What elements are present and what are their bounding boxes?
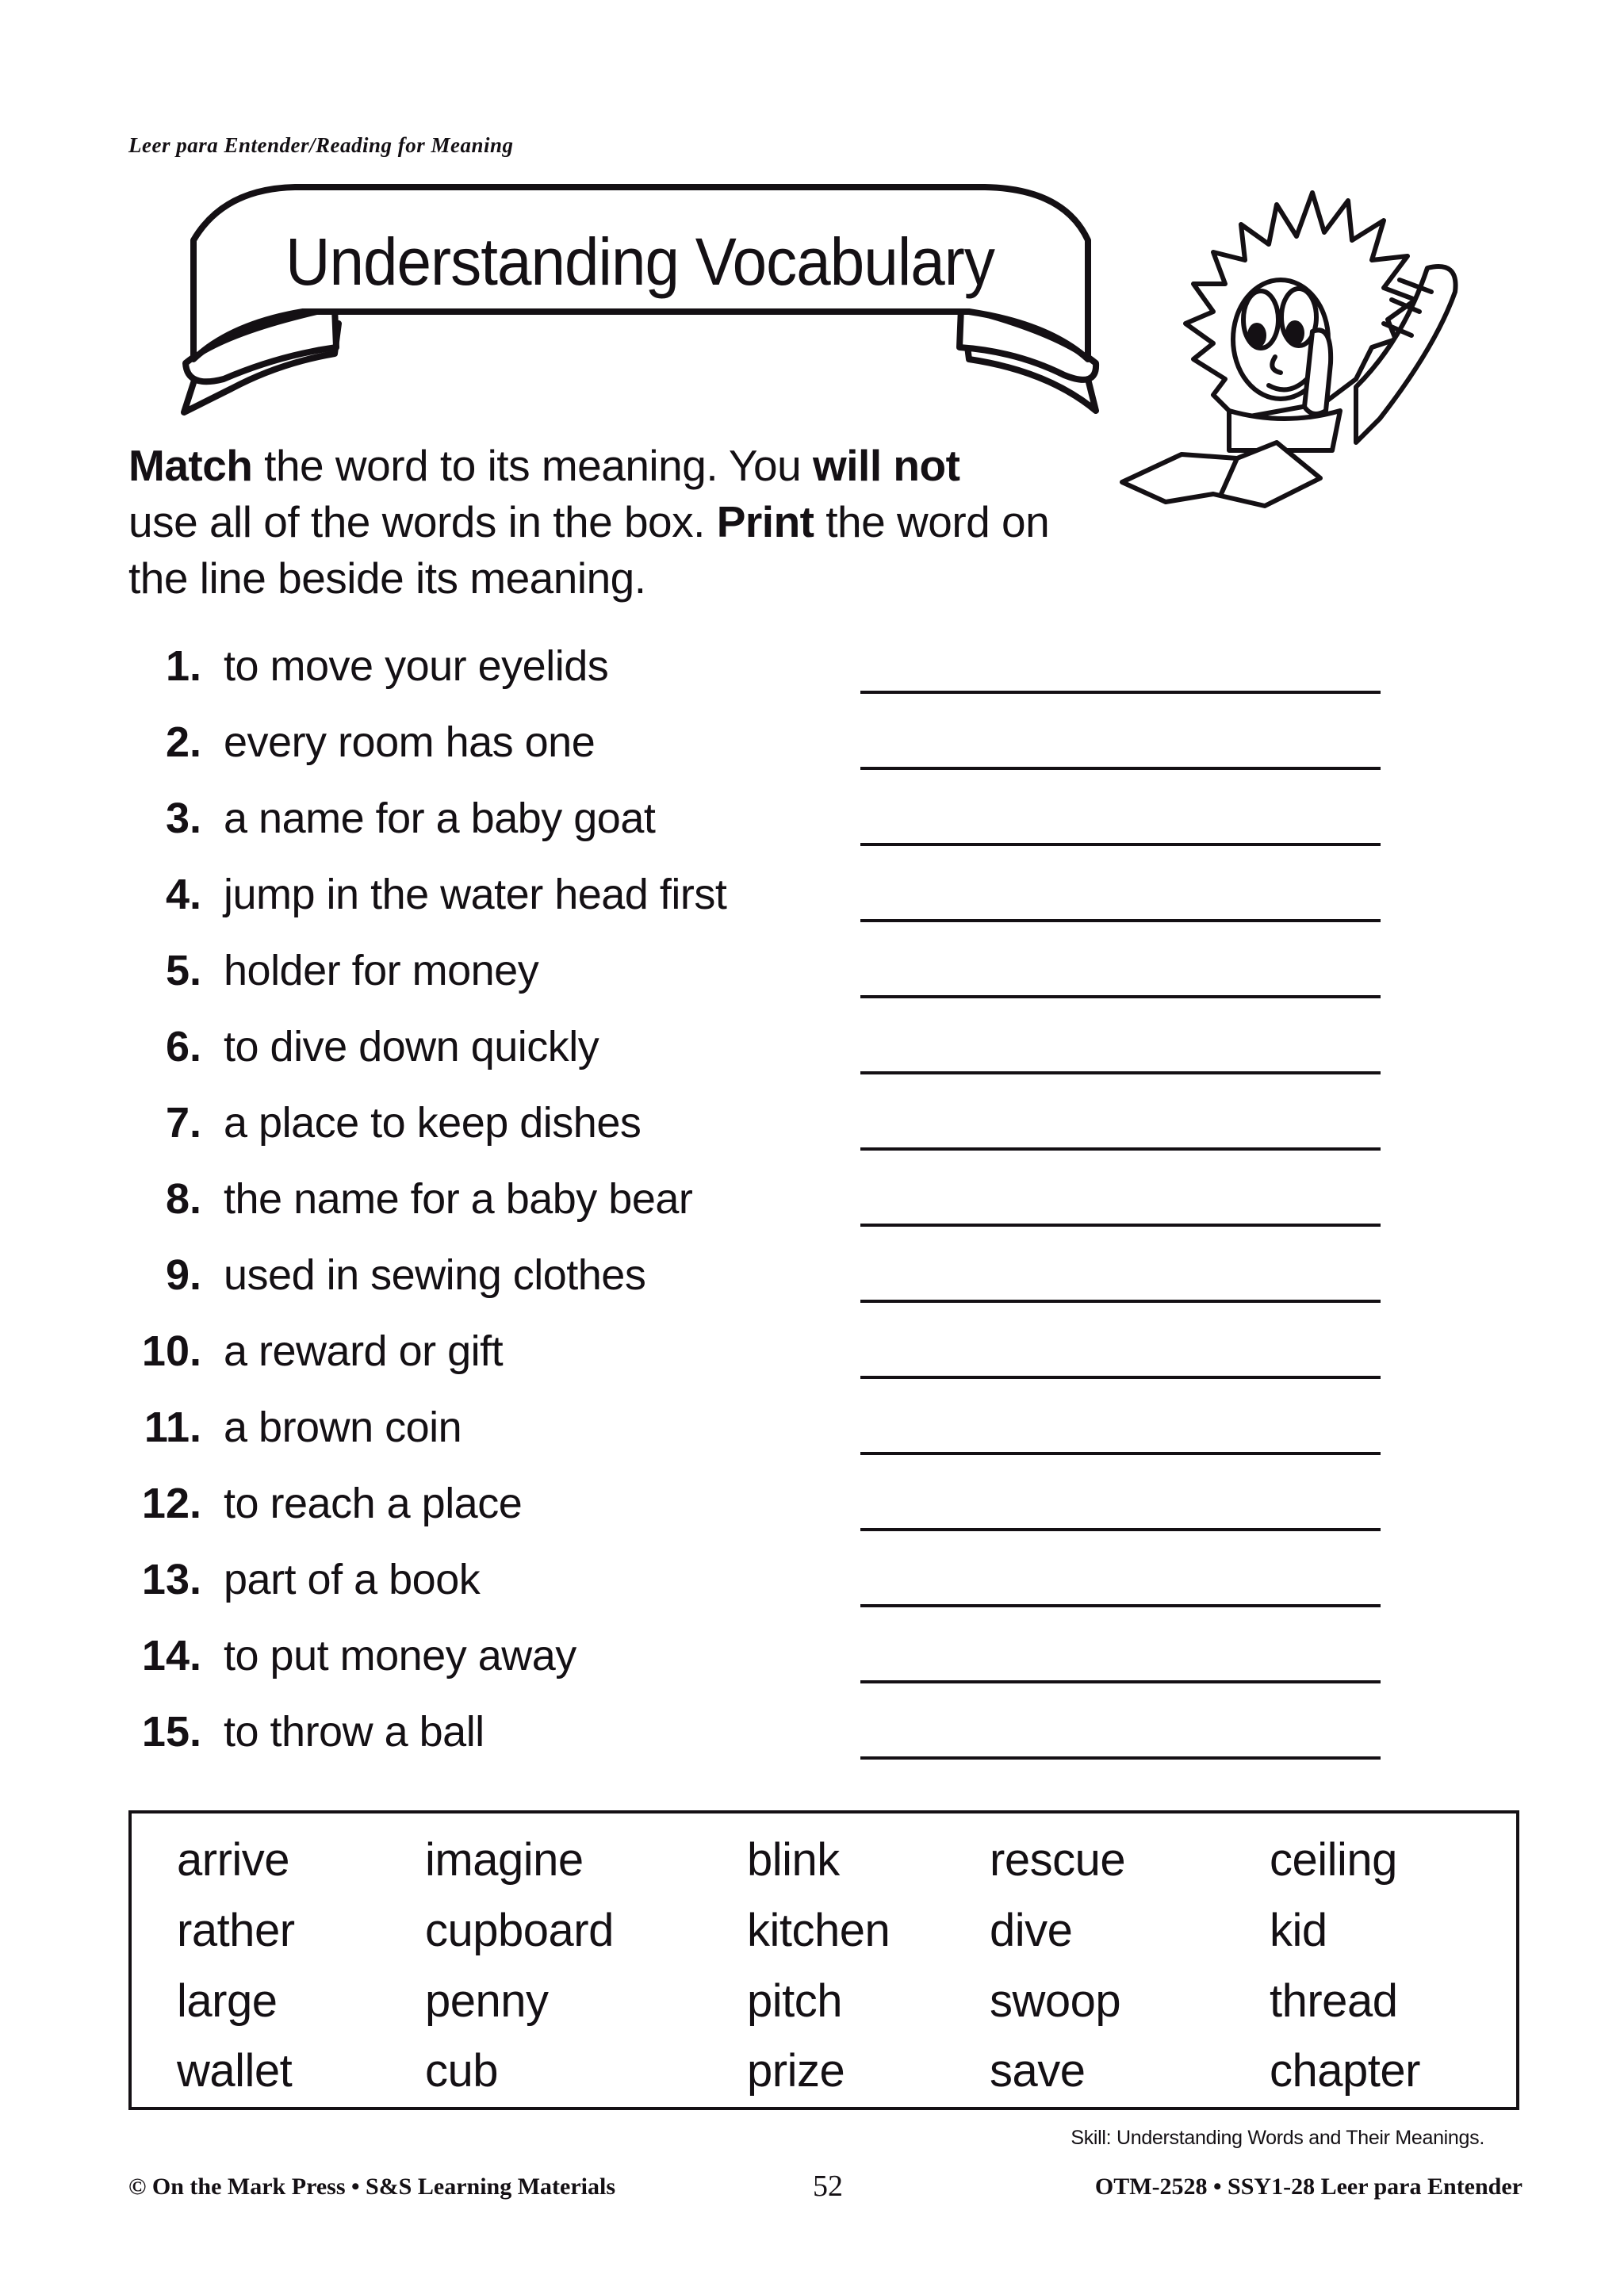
instructions-text: the word to its meaning. You: [252, 441, 813, 490]
mascot-illustration: [1118, 181, 1499, 514]
instructions-text: the word on: [814, 497, 1050, 546]
skill-note: Skill: Understanding Words and Their Meanings.: [1071, 2127, 1484, 2149]
question-number: 15.: [141, 1708, 201, 1756]
word-bank-item: swoop: [990, 1975, 1121, 2027]
answer-line[interactable]: [860, 1300, 1381, 1303]
question-text: the name for a baby bear: [224, 1175, 693, 1223]
question-number: 4.: [165, 871, 201, 918]
word-bank-item: penny: [425, 1975, 549, 2027]
question-text: a brown coin: [224, 1404, 462, 1451]
question-text: a place to keep dishes: [224, 1099, 642, 1147]
series-title: Leer para Entender/Reading for Meaning: [128, 133, 514, 157]
question-text: to throw a ball: [224, 1708, 485, 1756]
instructions-text: use all of the words in the box.: [128, 497, 717, 546]
word-bank-item: rescue: [990, 1834, 1126, 1886]
question-item: [128, 1400, 1397, 1476]
answer-line[interactable]: [860, 691, 1381, 694]
question-text: a name for a baby goat: [224, 795, 656, 842]
question-number: 7.: [165, 1099, 201, 1147]
answer-line[interactable]: [860, 767, 1381, 770]
answer-line[interactable]: [860, 1604, 1381, 1607]
page-number: 52: [813, 2170, 843, 2203]
answer-line[interactable]: [860, 995, 1381, 998]
question-item: [128, 638, 1397, 714]
answer-line[interactable]: [860, 1756, 1381, 1760]
footer-product-code: OTM-2528 • SSY1-28 Leer para Entender: [1094, 2174, 1522, 2200]
question-item: [128, 943, 1397, 1019]
instructions-line-2: [128, 494, 1104, 550]
question-item: [128, 714, 1397, 791]
question-number: 3.: [165, 795, 201, 842]
answer-line[interactable]: [860, 1376, 1381, 1379]
word-bank-item: prize: [747, 2045, 845, 2097]
question-number: 8.: [165, 1175, 201, 1223]
question-number: 5.: [165, 947, 201, 994]
instructions-line-3: the line beside its meaning.: [128, 553, 646, 603]
word-bank-item: dive: [990, 1905, 1073, 1956]
word-bank-item: cupboard: [425, 1905, 614, 1956]
word-bank-item: large: [177, 1975, 278, 2027]
answer-line[interactable]: [860, 1071, 1381, 1074]
question-list: [128, 638, 1397, 1780]
answer-line[interactable]: [860, 1528, 1381, 1531]
word-bank-item: wallet: [177, 2045, 293, 2097]
question-item: [128, 1323, 1397, 1400]
word-bank-item: imagine: [425, 1834, 584, 1886]
question-item: [128, 1247, 1397, 1323]
word-bank-item: rather: [177, 1905, 295, 1956]
question-number: 12.: [141, 1480, 201, 1527]
footer-copyright: © On the Mark Press • S&S Learning Materials: [128, 2174, 615, 2200]
word-bank-item: pitch: [747, 1975, 843, 2027]
word-bank-item: kitchen: [747, 1905, 891, 1956]
question-text: to move your eyelids: [224, 642, 609, 690]
instructions-line-1: [128, 438, 1104, 494]
question-text: to dive down quickly: [224, 1023, 599, 1070]
question-item: [128, 1171, 1397, 1247]
question-text: to put money away: [224, 1632, 576, 1679]
question-number: 6.: [165, 1023, 201, 1070]
question-item: [128, 1628, 1397, 1704]
question-text: to reach a place: [224, 1480, 523, 1527]
kid-reading-icon: [1118, 181, 1499, 514]
question-item: [128, 1019, 1397, 1095]
instructions: [128, 438, 1104, 607]
question-number: 1.: [165, 642, 201, 690]
word-bank-item: kid: [1270, 1905, 1327, 1956]
word-bank-box: [128, 1810, 1519, 2110]
question-item: [128, 1552, 1397, 1628]
answer-line[interactable]: [860, 919, 1381, 922]
question-text: holder for money: [224, 947, 539, 994]
word-bank-item: blink: [747, 1834, 840, 1886]
question-item: [128, 791, 1397, 867]
word-bank-item: chapter: [1270, 2045, 1420, 2097]
emphasis-will-not: will not: [813, 441, 960, 490]
question-text: every room has one: [224, 718, 596, 766]
question-item: [128, 1704, 1397, 1780]
question-text: a reward or gift: [224, 1327, 504, 1375]
question-number: 2.: [165, 718, 201, 766]
emphasis-match: Match: [128, 441, 253, 490]
answer-line[interactable]: [860, 1452, 1381, 1455]
question-number: 14.: [141, 1632, 201, 1679]
emphasis-print: Print: [716, 497, 814, 546]
question-number: 13.: [141, 1556, 201, 1603]
question-item: [128, 1095, 1397, 1171]
answer-line[interactable]: [860, 1680, 1381, 1683]
question-item: [128, 867, 1397, 943]
question-number: 9.: [165, 1251, 201, 1299]
page-title: Understanding Vocabulary: [285, 224, 995, 299]
answer-line[interactable]: [860, 843, 1381, 846]
question-text: part of a book: [224, 1556, 481, 1603]
word-bank-item: arrive: [177, 1834, 290, 1886]
question-number: 10.: [141, 1327, 201, 1375]
word-bank-item: save: [990, 2045, 1086, 2097]
word-bank-item: thread: [1270, 1975, 1398, 2027]
answer-line[interactable]: [860, 1147, 1381, 1151]
question-item: [128, 1476, 1397, 1552]
question-text: used in sewing clothes: [224, 1251, 646, 1299]
question-number: 11.: [144, 1404, 201, 1451]
word-bank-item: ceiling: [1270, 1834, 1397, 1886]
word-bank-item: cub: [425, 2045, 499, 2097]
answer-line[interactable]: [860, 1224, 1381, 1227]
question-text: jump in the water head first: [224, 871, 727, 918]
